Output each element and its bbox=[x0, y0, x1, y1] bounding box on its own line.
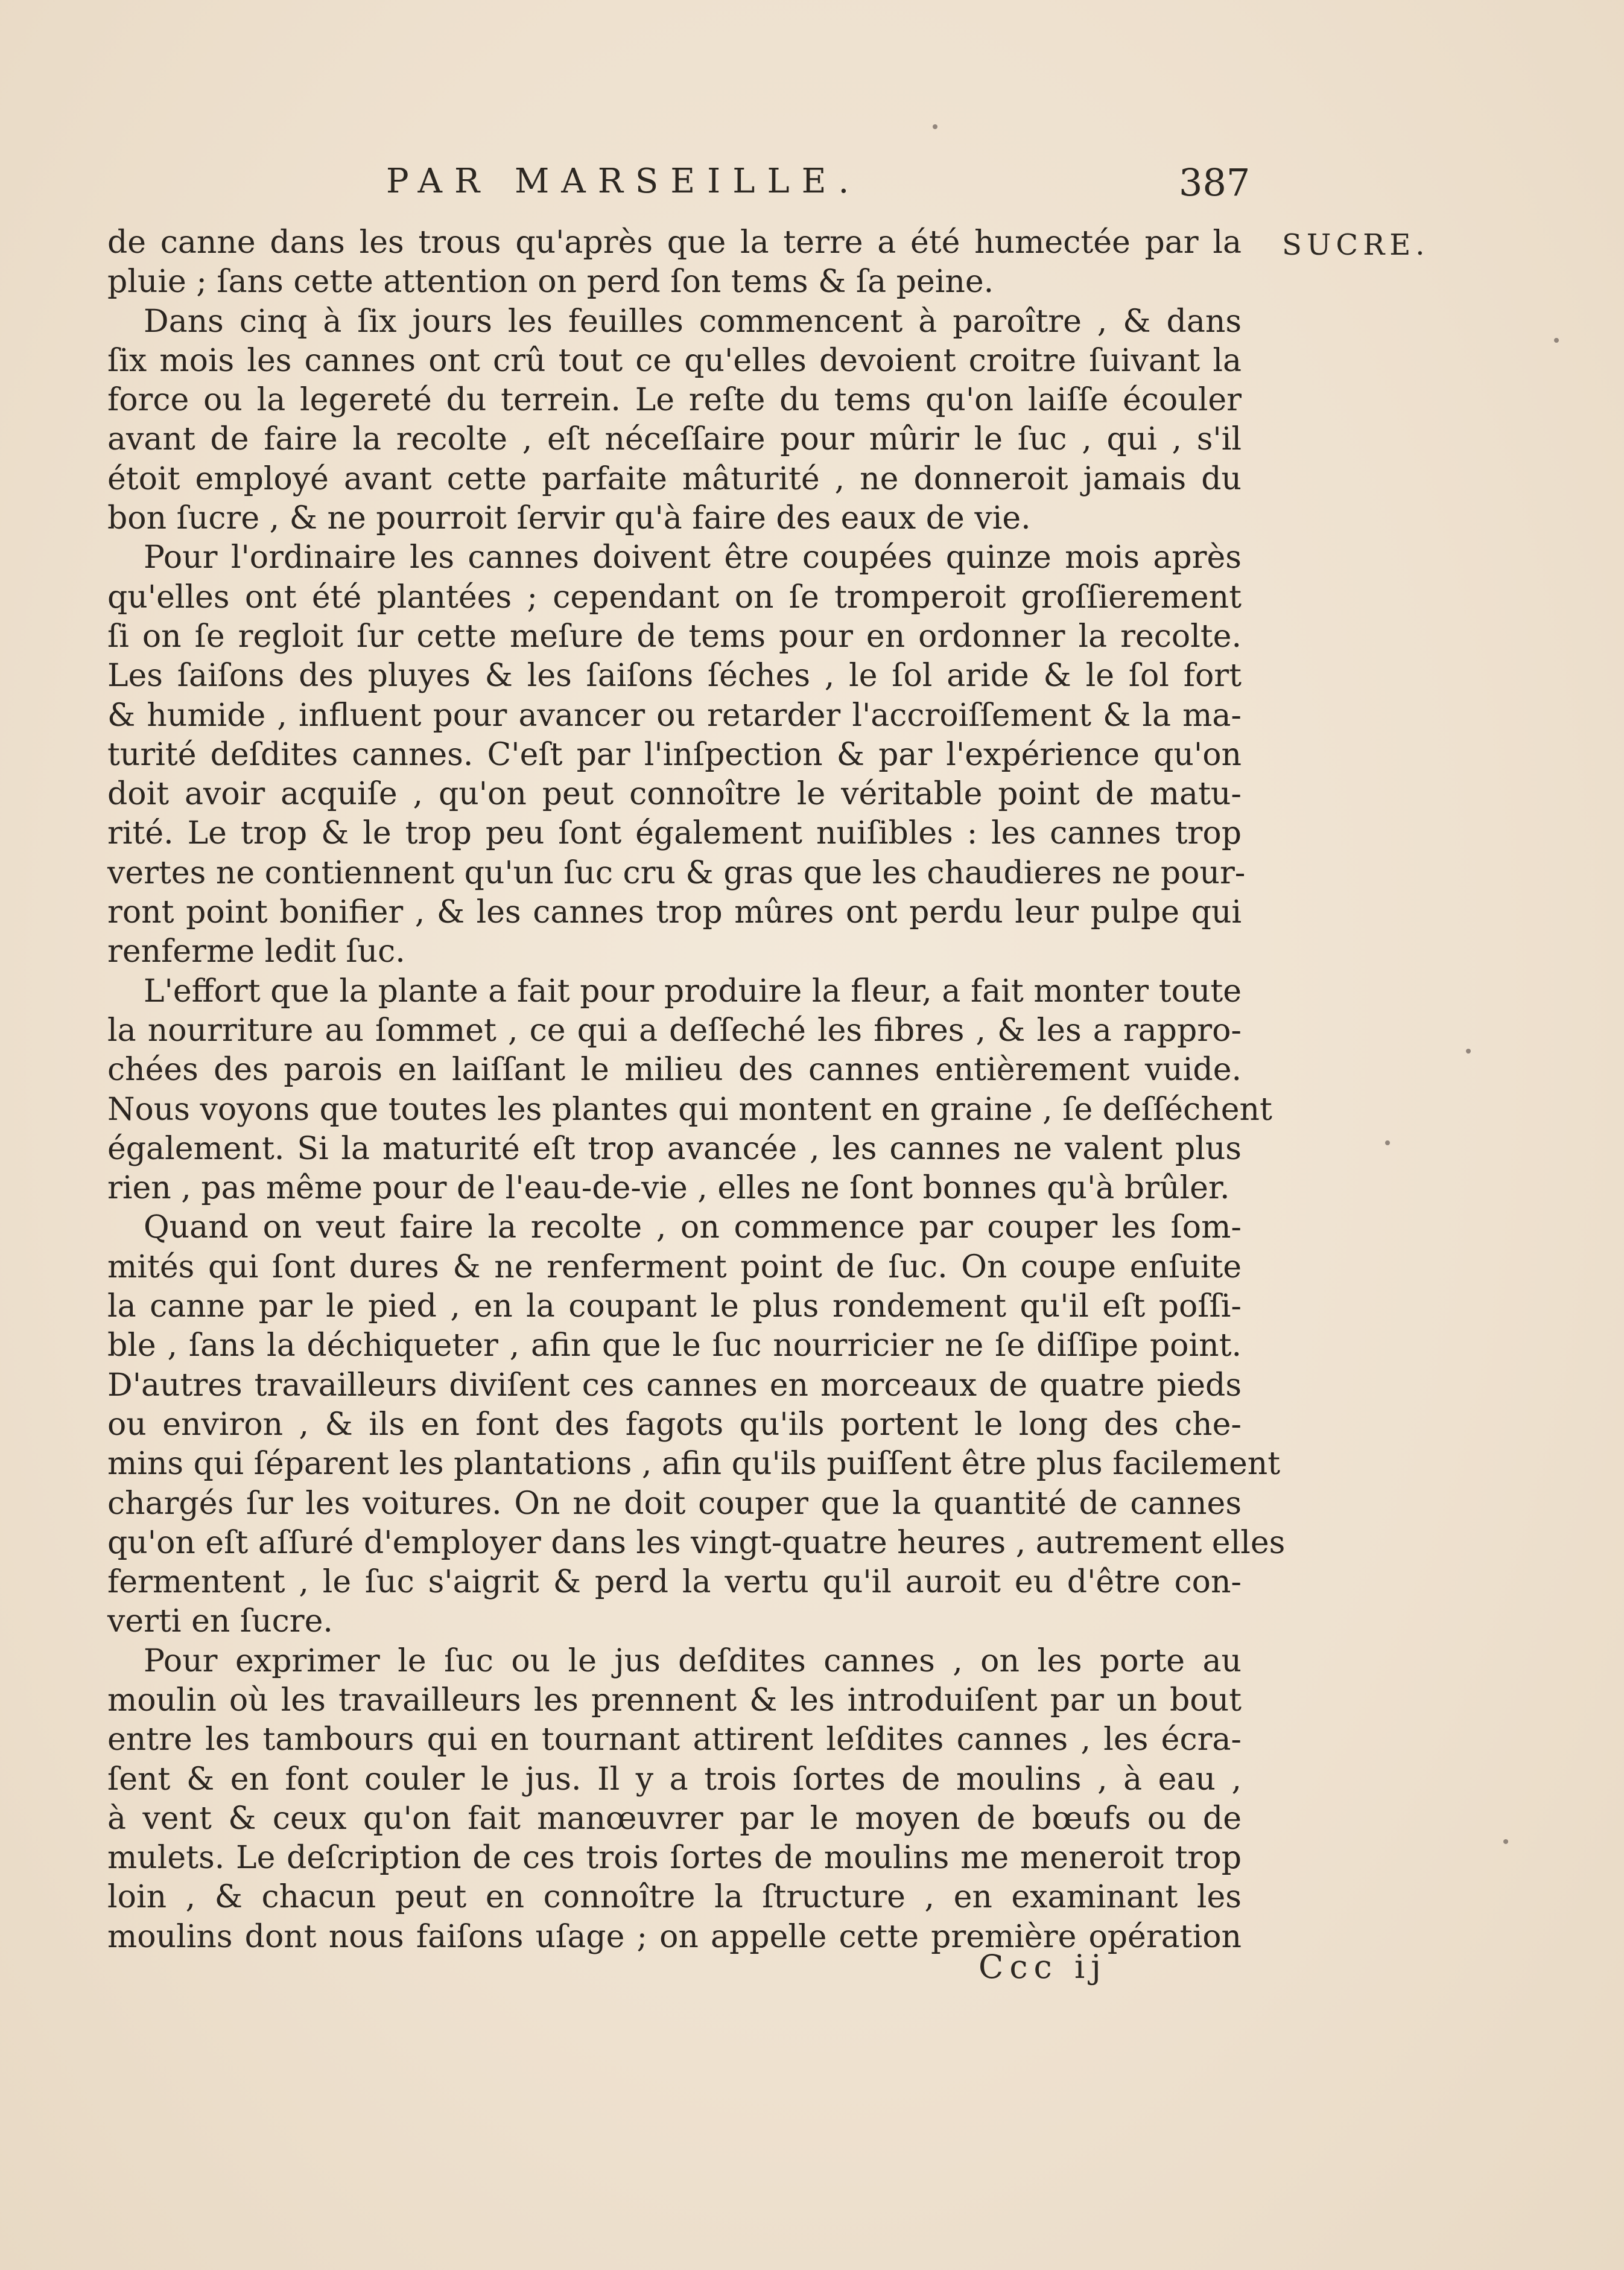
text-line: doit avoir acquiſe , qu'on peut connoître le véritable point de matu- bbox=[107, 776, 1242, 813]
text-line: avant de faire la recolte , eſt néceſſaire pour mûrir le ſuc , qui , s'il bbox=[107, 421, 1242, 458]
text-line: pluie ; ſans cette attention on perd ſon tems & ſa peine. bbox=[107, 264, 994, 300]
text-line: D'autres travailleurs diviſent ces cannes en morceaux de quatre pieds bbox=[107, 1367, 1242, 1404]
signature-mark: Ccc ij bbox=[979, 1948, 1107, 1986]
text-line: & humide , influent pour avancer ou retarder l'accroiſſement & la ma- bbox=[107, 697, 1242, 734]
paper-speck bbox=[1466, 1049, 1471, 1054]
text-line: ſent & en font couler le jus. Il y a trois ſortes de moulins , à eau , bbox=[107, 1761, 1242, 1798]
text-line: ſix mois les cannes ont crû tout ce qu'elles devoient croitre ſuivant la bbox=[107, 342, 1242, 379]
text-line: turité deſdites cannes. C'eſt par l'inſpection & par l'expérience qu'on bbox=[107, 736, 1242, 773]
text-line: ront point bonifier , & les cannes trop mûres ont perdu leur pulpe qui bbox=[107, 894, 1242, 931]
running-title: PAR MARSEILLE. bbox=[386, 162, 861, 201]
text-line: qu'elles ont été plantées ; cependant on ſe tromperoit groſſierement bbox=[107, 579, 1242, 615]
text-line: Dans cinq à ſix jours les feuilles commencent à paroître , & dans bbox=[144, 303, 1242, 340]
text-line: fermentent , le ſuc s'aigrit & perd la vertu qu'il auroit eu d'être con- bbox=[107, 1564, 1242, 1601]
text-line: moulin où les travailleurs les prennent & les introduiſent par un bout bbox=[107, 1682, 1242, 1718]
text-line: de canne dans les trous qu'après que la terre a été humectée par la bbox=[107, 224, 1242, 261]
paper-speck bbox=[1503, 1839, 1508, 1844]
margin-note: SUCRE. bbox=[1282, 228, 1430, 262]
text-line: mins qui ſéparent les plantations , afin qu'ils puiſſent être plus facilement bbox=[107, 1446, 1281, 1483]
text-line: bon ſucre , & ne pourroit ſervir qu'à faire des eaux de vie. bbox=[107, 500, 1031, 537]
body-text bbox=[107, 223, 1286, 1957]
text-line: chargés ſur les voitures. On ne doit couper que la quantité de cannes bbox=[107, 1485, 1242, 1522]
text-line: Pour exprimer le ſuc ou le jus deſdites cannes , on les porte au bbox=[144, 1642, 1242, 1679]
text-line: ble , ſans la déchiqueter , afin que le ſuc nourricier ne ſe diſſipe point. bbox=[107, 1327, 1242, 1364]
paper-speck bbox=[933, 124, 937, 129]
paper-speck bbox=[1554, 338, 1559, 343]
text-line: mulets. Le deſcription de ces trois ſortes de moulins me meneroit trop bbox=[107, 1840, 1242, 1877]
text-line: Les ſaiſons des pluyes & les ſaiſons ſéches , le ſol aride & le ſol fort bbox=[107, 658, 1242, 695]
text-line: vertes ne contiennent qu'un ſuc cru & gras que les chaudieres ne pour- bbox=[107, 854, 1246, 891]
text-line: Pour l'ordinaire les cannes doivent être coupées quinze mois après bbox=[144, 539, 1242, 576]
text-line: moulins dont nous faiſons uſage ; on appelle cette première opération bbox=[107, 1918, 1242, 1955]
text-line: rité. Le trop & le trop peu ſont également nuiſibles : les cannes trop bbox=[107, 815, 1242, 852]
paper-speck bbox=[1385, 1140, 1390, 1145]
text-line: chées des parois en laiſſant le milieu des cannes entièrement vuide. bbox=[107, 1052, 1242, 1089]
text-line: qu'on eſt aſſuré d'employer dans les vingt-quatre heures , autrement elles bbox=[107, 1524, 1286, 1561]
text-line: la nourriture au ſommet , ce qui a deſſeché les fibres , & les a rappro- bbox=[107, 1012, 1242, 1049]
text-line: L'effort que la plante a fait pour produire la fleur, a fait monter toute bbox=[144, 973, 1242, 1009]
text-line: rien , pas même pour de l'eau-de-vie , elles ne ſont bonnes qu'à brûler. bbox=[107, 1170, 1230, 1207]
text-line: la canne par le pied , en la coupant le plus rondement qu'il eſt poſſi- bbox=[107, 1288, 1242, 1325]
page-number: 387 bbox=[1179, 161, 1251, 205]
text-line: à vent & ceux qu'on fait manœuvrer par le moyen de bœufs ou de bbox=[107, 1800, 1242, 1837]
text-line: Quand on veut faire la recolte , on commence par couper les ſom- bbox=[144, 1209, 1242, 1246]
text-line: également. Si la maturité eſt trop avancée , les cannes ne valent plus bbox=[107, 1130, 1242, 1167]
text-line: mités qui ſont dures & ne renferment point de ſuc. On coupe enſuite bbox=[107, 1248, 1242, 1285]
text-line: renferme ledit ſuc. bbox=[107, 933, 405, 970]
text-line: entre les tambours qui en tournant attirent leſdites cannes , les écra- bbox=[107, 1722, 1242, 1758]
text-line: étoit employé avant cette parfaite mâturité , ne donneroit jamais du bbox=[107, 460, 1242, 497]
text-line: ſi on ſe regloit ſur cette meſure de tems pour en ordonner la recolte. bbox=[107, 618, 1242, 655]
text-line: verti en ſucre. bbox=[107, 1603, 333, 1640]
text-line: force ou la legereté du terrein. Le reſte du tems qu'on laiſſe écouler bbox=[107, 382, 1242, 419]
text-line: Nous voyons que toutes les plantes qui montent en graine , ſe deſſéchent bbox=[107, 1091, 1272, 1128]
text-line: ou environ , & ils en font des fagots qu'ils portent le long des che- bbox=[107, 1406, 1242, 1443]
text-line: loin , & chacun peut en connoître la ſtructure , en examinant les bbox=[107, 1879, 1242, 1916]
